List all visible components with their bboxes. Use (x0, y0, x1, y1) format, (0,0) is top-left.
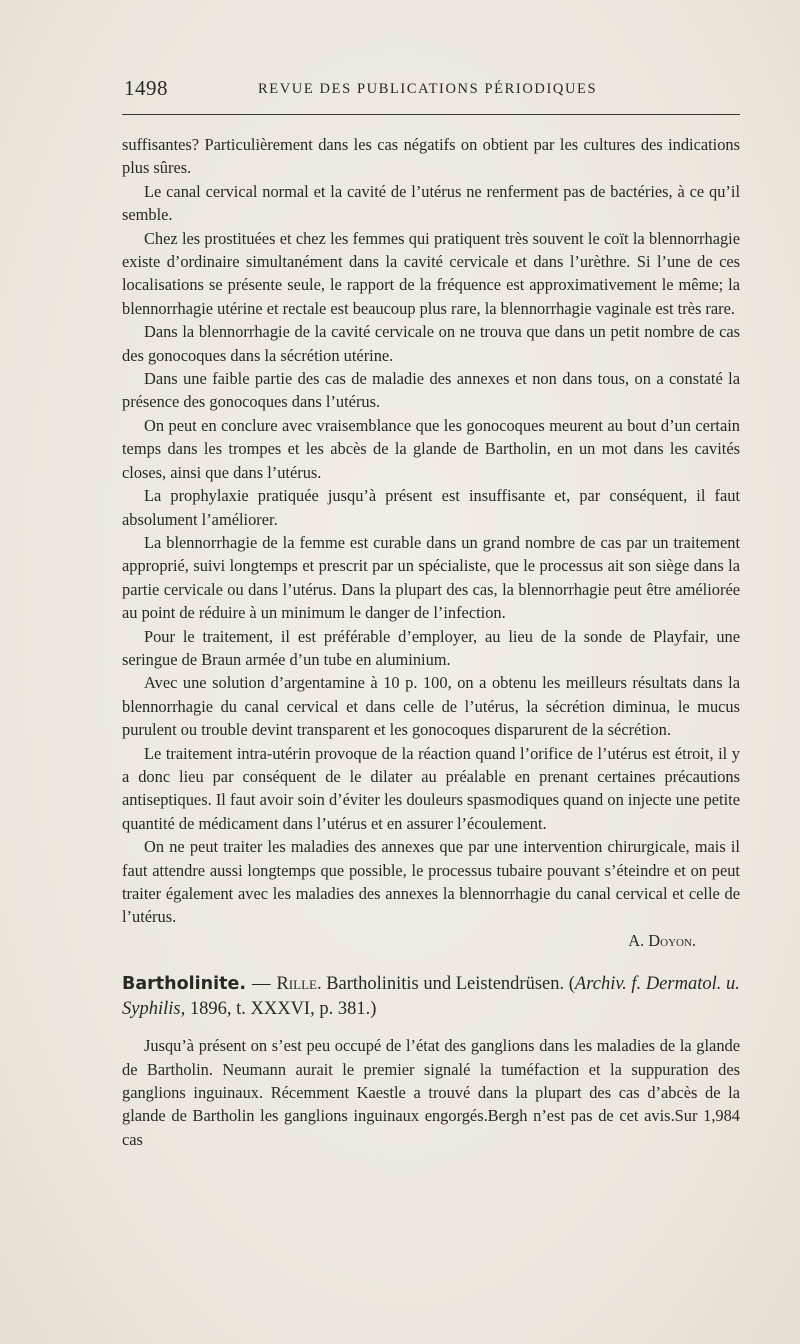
paragraph: Pour le traitement, il est préférable d’employer, au lieu de la sonde de Playfair, une seringue de Braun armée d’un tube en aluminium. (122, 626, 740, 669)
paragraph: Avec une solution d’argentamine à 10 p. 100, on a obtenu les meilleurs résultats dans la blennorrhagie du canal cervical et dans celle de l’utérus, la sécrétion diminua, le mucus purulent ou trouble devint transparent et les gonocoques disparurent de la sécrétion. (122, 673, 740, 740)
paragraph: Le traitement intra-utérin provoque de la réaction quand l’orifice de l’utérus est étroit, il y a donc lieu par conséquent de le dilater au préalable en prenant certaines précautions antiseptiques. Il faut avoir soin d’éviter les douleurs spasmodiques quand on injecte une petite quantité de médicament dans l’utérus et en assurer l’écoulement. (122, 743, 740, 833)
paragraph: Le canal cervical normal et la cavité de l’utérus ne renferment pas de bactéries, à ce qu’il semble. (122, 181, 740, 225)
paragraph: Chez les prostituées et chez les femmes qui pratiquent très souvent le coït la blennorrhagie existe d’ordinaire simultanément dans la cavité cervicale et dans l’urèthre. Si l’une de ces localisations se présente seule, le rapport de la fréquence est approximativement le même; la blennorrhagie utérine et rectale est beaucoup plus rare, la blennorrhagie vaginale est très rare. (122, 228, 740, 318)
paragraph: Dans une faible partie des cas de maladie des annexes et non dans tous, on a constaté la présence des gonocoques dans l’utérus. (122, 369, 740, 412)
header-rule (122, 114, 740, 115)
running-head (122, 76, 740, 106)
author-signature: A. Doyon. (628, 930, 696, 950)
paragraph: suffisantes? Particulièrement dans les cas négatifs on obtient par les cultures des indications plus sûres. (122, 135, 740, 178)
signature-line (122, 929, 740, 952)
journal-running-title: REVUE DES PUBLICATIONS PÉRIODIQUES (258, 81, 598, 97)
paragraph: Dans la blennorrhagie de la cavité cervicale on ne trouva que dans un petit nombre de cas des gonocoques dans la sécrétion utérine. (122, 322, 740, 365)
paragraph: On ne peut traiter les maladies des annexes que par une intervention chirurgicale, mais il faut attendre aussi longtemps que possible, le processus tubaire pouvant s’éteindre et on peut traiter également avec les maladies des annexes la blennorrhagie du canal cervical et celle de l’utérus. (122, 837, 740, 927)
heading-dash: — (251, 974, 271, 995)
body-text (122, 133, 740, 1151)
citation-details: 1896, t. XXXVI, p. 381.) (189, 999, 377, 1020)
citation-open: ( (568, 974, 575, 995)
paragraph: On peut en conclure avec vraisemblance que les gonocoques meurent au bout d’un certain temps dans les trompes et les abcès de la glande de Bartholin, en un mot dans les cavités closes, ainsi que dans l’utérus. (122, 415, 740, 482)
article-title: Bartholinitis und Leistendrüsen. (326, 974, 565, 995)
page-number: 1498 (124, 76, 168, 100)
article-paragraph: Jusqu’à présent on s’est peu occupé de l’état des ganglions dans les maladies de la glande de Bartholin. Neumann aurait le premier signalé la tuméfaction et la suppuration des ganglions inguinaux. Récemment Kaestle a trouvé dans la plupart des cas d’abcès de la glande de Bartholin les ganglions inguinaux engorgés.Bergh n’est pas de cet avis.Sur 1,984 cas (122, 1036, 740, 1149)
paragraph: La blennorrhagie de la femme est curable dans un grand nombre de cas par un traitement approprié, suivi longtemps et prescrit par un spécialiste, que le processus ait son siège dans la partie cervicale ou dans l’utérus. Dans la plupart des cas, la blennorrhagie peut être améliorée au point de réduire à un minimum le danger de l’infection. (122, 532, 740, 623)
journal-name: Archiv. f. Dermatol. u. Syphilis, (122, 974, 740, 1020)
article-heading (122, 972, 740, 1022)
article-topic: Bartholinite. (122, 974, 246, 995)
paragraph: La prophylaxie pratiquée jusqu’à présent est insuffisante et, par conséquent, il faut absolument l’améliorer. (122, 486, 740, 529)
article-author: Rille. (276, 974, 322, 995)
